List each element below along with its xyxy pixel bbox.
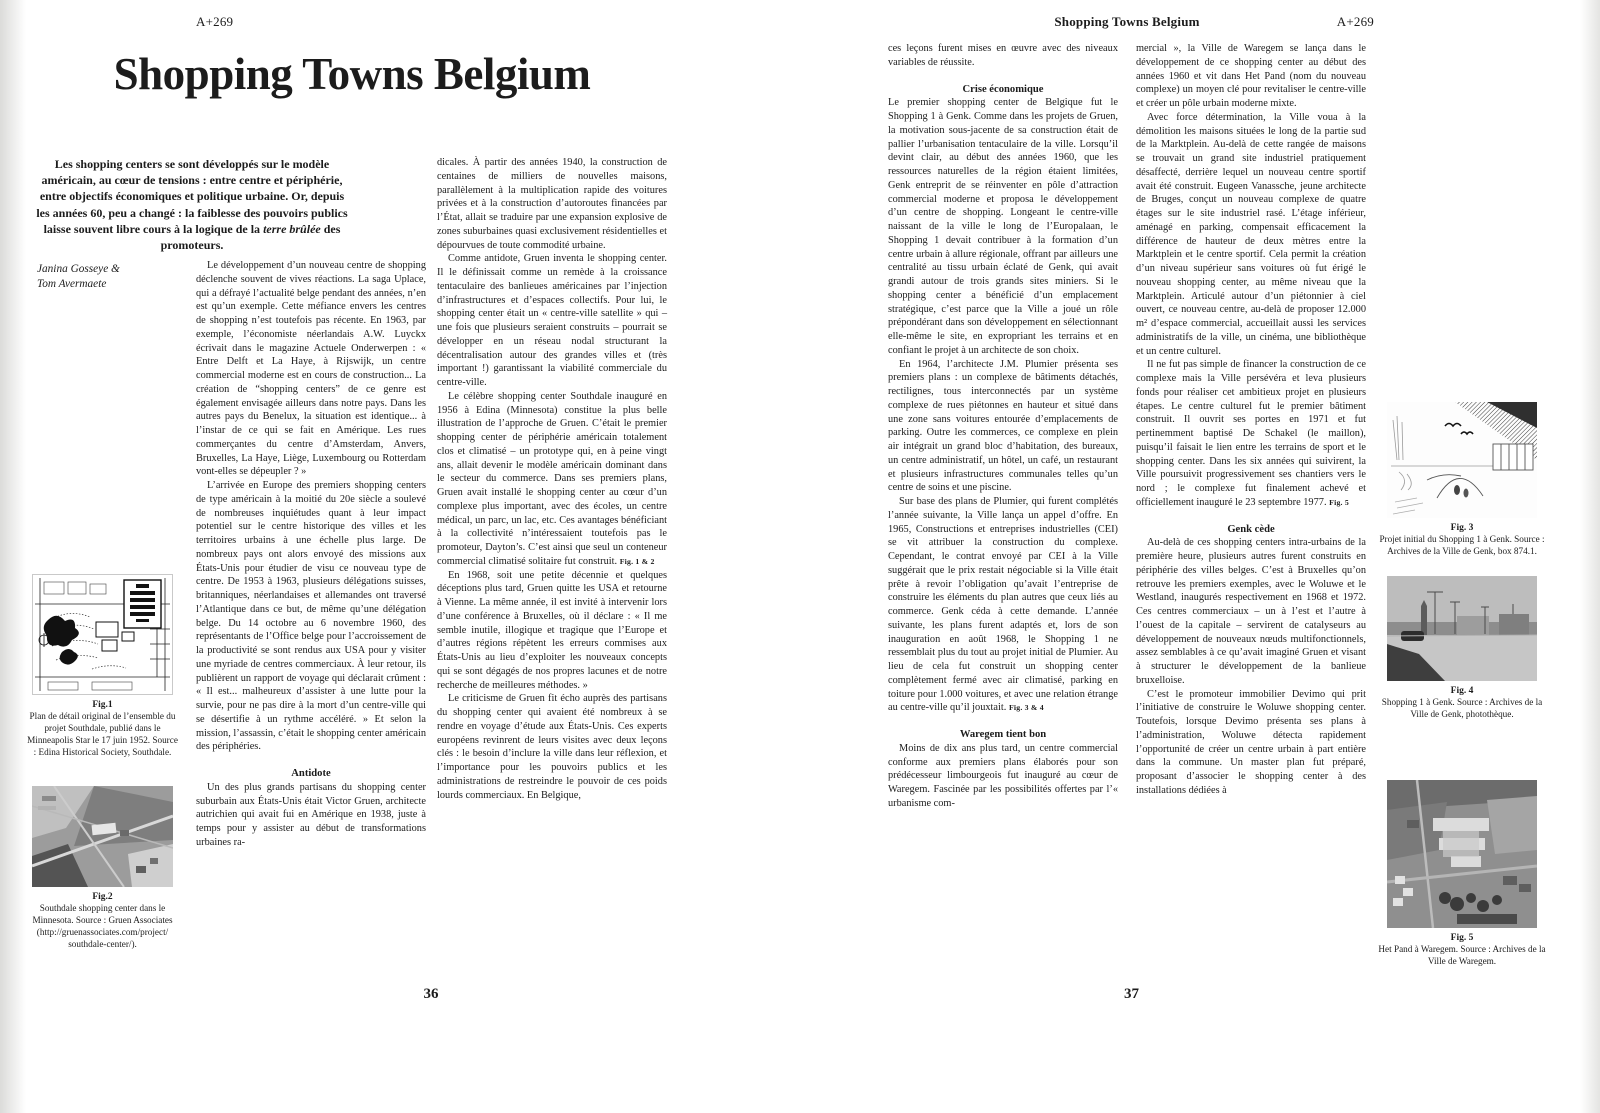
section-heading-genk-cede: Genk cède	[1227, 523, 1275, 535]
body-paragraph: Un des plus grands partisans du shopping center suburbain aux États-Unis était Victor Gruen, architecte autrichien qui avait fui en Amérique en 1938, juste à temps pour y assister au début de transformations urbaines ra-	[196, 781, 426, 848]
figure-3-caption-text: Projet initial du Shopping 1 à Genk. Source : Archives de la Ville de Genk, box 874.1.	[1379, 534, 1545, 557]
intro-italic-phrase: terre brûlée	[263, 221, 321, 236]
author-line-1: Janina Gosseye &	[37, 263, 120, 275]
body-paragraph: Au-delà de ces shopping centers intra-urbains de la première heure, plusieurs autres furent construits en périphérie des villes belges. C’est à Bruxelles qu’on retrouve les premiers exemples, avec le Woluwe et le Westland, inaugurés respectivement en 1968 et 1972. Ces centres commerciaux – un à l’est et l’autre à l’ouest de la capitale – servirent de catalyseurs au développement de nouveaux nœuds multifonctionnels, assez semblables à ce qu’avait imaginé Gruen et visant à structurer le développement de la banlieue bruxelloise.	[1136, 537, 1366, 686]
body-paragraph	[888, 495, 1118, 715]
section-heading-waregem-tient-bon: Waregem tient bon	[959, 729, 1047, 740]
body-paragraph: C’est le promoteur immobilier Devimo qui prit l’initiative de construire le Woluwe shopping center. Toutefois, lorsque Devimo présenta ses plans à l’administration, Woluwe détecta rapidement l’opportunité de créer un centre urbain à part entière dans la commune. Un master plan fut préparé, proposant d’associer le shopping center à des installations dédiées à	[1136, 688, 1366, 796]
running-header-title-right: Shopping Towns Belgium	[1054, 14, 1200, 29]
figure-5-caption	[1376, 933, 1548, 967]
author-byline	[37, 262, 120, 291]
shopping1-genk-sketch-image	[1387, 402, 1537, 518]
figure-reference: Fig. 5	[1329, 497, 1349, 507]
shopping1-genk-photo-image	[1387, 576, 1537, 681]
intro-standfirst	[36, 156, 348, 253]
body-paragraph	[437, 390, 667, 569]
figure-4-label: Fig. 4	[1450, 686, 1474, 696]
body-paragraph: Avec force détermination, la Ville voua à la démolition les maisons situées le long de la partie sud de la Marktplein. Au-delà de cette rangée de maisons se trouvait un grand site industriel pratiquement désaffecté, derrière lequel un nouveau centre sportif avait été construit. Eugeen Vanassche, jeune architecte de Bruges, conçut un nouveau complexe de quatre étages sur le site industriel rasé. L’étage inférieur, aménagé en parking, compensait efficacement la différence de hauteur de deux mètres entre la Marktplein et le centre sportif. Cela permit la création d’un niveau supérieur sans voitures où fut érigé le nouveau shopping center, au même niveau que la Marktplein. Articulé autour d’un piétonnier à ciel ouvert, ce nouveau centre, au-delà de proposer 12.000 m² d’espace commercial, accueillait aussi les services administratifs de la ville, un cinéma, une bibliothèque et un centre culturel.	[1136, 111, 1366, 357]
figure-1-caption	[26, 700, 179, 758]
southdale-aerial-photo-image	[32, 786, 173, 887]
page-number-37: 37	[1124, 986, 1139, 1002]
body-paragraph: Le développement d’un nouveau centre de shopping déclenche souvent de vives réactions. La saga Uplace, qui a défrayé l’actualité belge pendant des années, n’en est qu’un exemple. Cette méfiance envers les centres de shopping n’est toutefois pas récente. En 1963, par exemple, l’économiste néerlandais A.W. Luyckx écrivait dans le magazine Actuele Onderwerpen : « Entre Delft et La Haye, à Rijswijk, un centre commercial moderne est en cours de construction... La création de “shopping centers” de ce genre est également envisagée ailleurs dans notre pays. Dans les autres pays du Benelux, la situation est identique... à l’instar de ce qui se fait en Amérique. Les rues commerçantes du centre d’Amsterdam, Anvers, Bruxelles, La Haye, Liège, Luxembourg ou Rotterdam vont-elles se dépeupler ? »	[196, 260, 426, 478]
figure-2-caption	[26, 892, 179, 950]
figure-1-label: Fig.1	[92, 700, 113, 710]
figure-reference: Fig. 3 & 4	[1008, 703, 1044, 713]
scan-edge-left	[0, 0, 26, 1113]
figure-3-label: Fig. 3	[1450, 523, 1474, 533]
figure-5-label: Fig. 5	[1450, 933, 1474, 943]
figure-4	[1376, 576, 1548, 720]
body-paragraph: ces leçons furent mises en œuvre avec des niveaux variables de réussite.	[888, 43, 1118, 68]
figure-1	[26, 574, 179, 758]
body-paragraph: En 1964, l’architecte J.M. Plumier présenta ses premiers plans : un complexe de bâtiments détachés, rectilignes, tous interconnectés par un système complexe de rues piétonnes en hauteur et situé dans une zone sans voitures entourée d’emplacements de parking. Outre les commerces, ce complexe en plein air intégrait un grand bloc d’habitation, des bureaux, un centre administratif, un hôtel, un café, un restaurant et plusieurs infrastructures communales telles qu’un centre de soins et une piscine.	[888, 358, 1118, 494]
intro-lead: Les shopping centers se sont développés sur le modèle américain, au cœur de tensions : entre centre et périphérie, entre objectifs économiques et politique urbaine. Or, depuis les années 60, peu a changé : la faiblesse des pouvoirs publics laisse souvent libre cours à la logique de la	[36, 157, 348, 236]
right-page-column-1	[888, 42, 1118, 811]
body-paragraph: Comme antidote, Gruen inventa le shopping center. Il le définissait comme un remède à la croissance tentaculaire des banlieues américaines par l’injection d’infrastructures et d’espaces collectifs. Pour lui, le shopping center était un « centre-ville satellite » qui – une fois que plusieurs seraient construits – pourrait se développer en un réseau nodal structurant la décentralisation autour des grandes villes et (très important !) garantissant la viabilité commerciale du centre-ville.	[437, 253, 667, 388]
body-paragraph: dicales. À partir des années 1940, la construction de centaines de milliers de nouvelles maisons, parallèlement à la multiplication rapide des voitures privées et à la construction d’autoroutes financées par l’État, allait se traduire par une expansion explosive de zones suburbaines quasi exclusivement résidentielles et dépourvues de toute commodité urbaine.	[437, 157, 667, 251]
het-pand-waregem-aerial-image	[1387, 780, 1537, 928]
paragraph-text: Le célèbre shopping center Southdale inauguré en 1956 à Edina (Minnesota) constitue la plus belle illustration de l’approche de Gruen. C’était le premier shopping center de périphérie américain totalement clos et climatisé – un prototype qui, en à peine vingt ans, allait devenir le modèle américain dominant dans le secteur du commerce. Dans ses premiers plans, Gruen avait installé le shopping center au cœur d’un complexe plus important, avec des écoles, un centre médical, un parc, un lac, etc. Ces avantages bénéficiant à la collectivité n’intéressaient toutefois pas le promoteur, Dayton’s. C’est ainsi que seul un conteneur commercial climatisé solitaire fut construit.	[437, 390, 667, 567]
figure-3-caption	[1376, 523, 1548, 557]
intro-tail: des promoteurs.	[160, 221, 341, 253]
left-page-column-1	[196, 259, 426, 850]
figure-3	[1376, 402, 1548, 557]
right-page-column-2	[1136, 42, 1366, 798]
author-line-2: Tom Avermaete	[37, 277, 107, 290]
body-paragraph	[1136, 358, 1366, 509]
figure-5-caption-text: Het Pand à Waregem. Source : Archives de la Ville de Waregem.	[1378, 944, 1546, 967]
body-paragraph: Le premier shopping center de Belgique fut le Shopping 1 à Genk. Comme dans les projets de Gruen, la motivation sous-jacente de sa construction était de pallier l’urbanisation tentaculaire de la ville. Lorsqu’il devint clair, au début des années 1960, que les ressources naturelles de la région étaient limitées, Genk entreprit de se réinventer en pôle d’attraction commercial moderne et proposa le développement d’un centre de shopping. Longeant le centre-ville naissant de la ville le long de l’Europalaan, le Shopping 1 devait contribuer à la formation d’un centre urbain à allure régionale, offrant par ailleurs une centralité au tissu urbain éclaté de Genk, qui avait grandi autour de trois grands sites miniers. Si le shopping center a bénéficié d’un emplacement stratégique, c’est parce que la Ville a joué un rôle prépondérant dans son développement en sélectionnant elle-même le site, en expropriant les terrains et en confiant le projet à un architecte de son choix.	[888, 97, 1118, 356]
body-paragraph: Moins de dix ans plus tard, un centre commercial conforme aux premiers plans élaborés pour son prédécesseur limbourgeois fut inauguré au cœur de Waregem. Fascinée par les possibilités offertes par l’« urbanisme com-	[888, 742, 1118, 809]
figure-5	[1376, 780, 1548, 967]
body-paragraph: L’arrivée en Europe des premiers shopping centers de type américain à la moitié du 20e siècle a soulevé de nombreuses inquiétudes quant à leur impact potentiel sur le centre historique des villes et les territoires urbains à une échelle plus large. De nombreux pays ont alors envoyé des missions aux États-Unis pour étudier de visu ce nouveau type de centre. De 1953 à 1963, plusieurs délégations suisses, britanniques, néerlandaises et allemandes ont traversé l’Atlantique dans ce but, de même qu’une délégation belge. Du 14 octobre au 6 novembre 1960, des représentants de l’Office belge pour l’accroissement de la productivité se sont rendus aux USA pour y visiter une myriade de centres commerciaux. À leur retour, ils publièrent un rapport de voyage qui déclarait crûment : « Il est... malheureux d’assister à une lutte pour la survie, pour ne pas dire à la mort d’un centre-ville qui se désertifie à un rythme accéléré. » Et selon la mission, l’assassin, c’était le shopping center américain des périphéries.	[196, 480, 426, 753]
figure-reference: Fig. 1 & 2	[619, 556, 655, 566]
section-heading-antidote: Antidote	[291, 768, 331, 779]
figure-2-caption-text: Southdale shopping center dans le Minnesota. Source : Gruen Associates (http://gruenassociates.com/project/ southdale-center/).	[32, 903, 173, 950]
southdale-site-plan-image	[32, 574, 173, 695]
body-paragraph: mercial », la Ville de Waregem se lança dans le développement de ce shopping center au début des années 1960 et vit dans Het Pand (nom du nouveau complexe) un moyen clé pour revitaliser le centre-ville et créer un pôle urbain moderne mixte.	[1136, 43, 1366, 109]
figure-4-caption-text: Shopping 1 à Genk. Source : Archives de la Ville de Genk, photothèque.	[1381, 697, 1543, 720]
running-header-issue-right: A+269	[1336, 14, 1374, 29]
figure-4-caption	[1376, 686, 1548, 720]
running-header-issue-left: A+269	[196, 14, 234, 29]
page-number-36: 36	[423, 986, 439, 1002]
body-paragraph: En 1968, soit une petite décennie et quelques déceptions plus tard, Gruen quitte les USA et retourne à Vienne. La même année, il est invité à intervenir lors d’une conférence à Bruxelles, où il déclare : « Il me semble inutile, illogique et tragique que l’Europe et d’autres régions répètent les erreurs commises aux États-Unis au lieu d’exploiter les nouveaux concepts qui se sont dégagés de nos propres lacunes et de notre recherche de meilleures méthodes. »	[437, 569, 667, 691]
scan-edge-right	[1580, 0, 1600, 1113]
body-paragraph: Le criticisme de Gruen fit écho auprès des partisans du shopping center qui avaient été nombreux à se rendre en voyage d’étude aux États-Unis. Ces experts européens revinrent de leurs visites avec deux leçons clés : le besoin d’inclure la ville dans leur réflexion, et l’importance pour les pouvoirs publics et les administrations de restreindre le pouvoir de ces poids lourds commerciaux. En Belgique,	[437, 693, 667, 801]
figure-2-label: Fig.2	[92, 892, 113, 902]
left-page-column-2	[437, 156, 667, 802]
section-heading-crise-economique: Crise économique	[962, 83, 1044, 95]
paragraph-text: Sur base des plans de Plumier, qui furent complétés l’année suivante, la Ville lança un appel d’offre. En 1965, Constructions et entreprises industrielles (CEI) se vit attribuer la construction du complexe. Cependant, le contrat envoyé par CEI à la Ville suggérait que le prix restait négociable si la Ville était prête à revoir l’obligation qu’avait l’entreprise de construire les éléments du plan autres que ceux liés au commerce. Genk céda à cette demande. L’année suivante, les plans furent adaptés et, lors de son inauguration en août 1968, le Shopping 1 ne ressemblait plus du tout au projet initial de Plumier. Au lieu de cela fut construit un shopping center complètement fermé avec air climatisé, parking en toiture pour 1.000 voitures, et avec une relation étrange au centre-ville qu’il jouxtait.	[888, 496, 1118, 714]
figure-2	[26, 786, 179, 950]
article-title: Shopping Towns Belgium	[113, 49, 591, 99]
figure-1-caption-text: Plan de détail original de l’ensemble du projet Southdale, publié dans le Minneapolis Star le 17 juin 1952. Source : Edina Historical Society, Southdale.	[27, 711, 178, 758]
paragraph-text: Il ne fut pas simple de financer la construction de ce complexe mais la Ville persévéra et leva plusieurs fonds pour réaliser cet ambitieux projet en plusieurs étapes. Le centre culturel fut le premier bâtiment construit. Il ouvrit ses portes en 1971 et fut pertinemment baptisé De Schakel (le maillon), puisqu’il faisait le lien entre les terrains de sport et le shopping center. Dans les six années qui suivirent, la Ville poursuivit progressivement ses chantiers vers le nord ; le complexe fut finalement achevé et officiellement inauguré le 23 septembre 1977.	[1136, 359, 1366, 508]
